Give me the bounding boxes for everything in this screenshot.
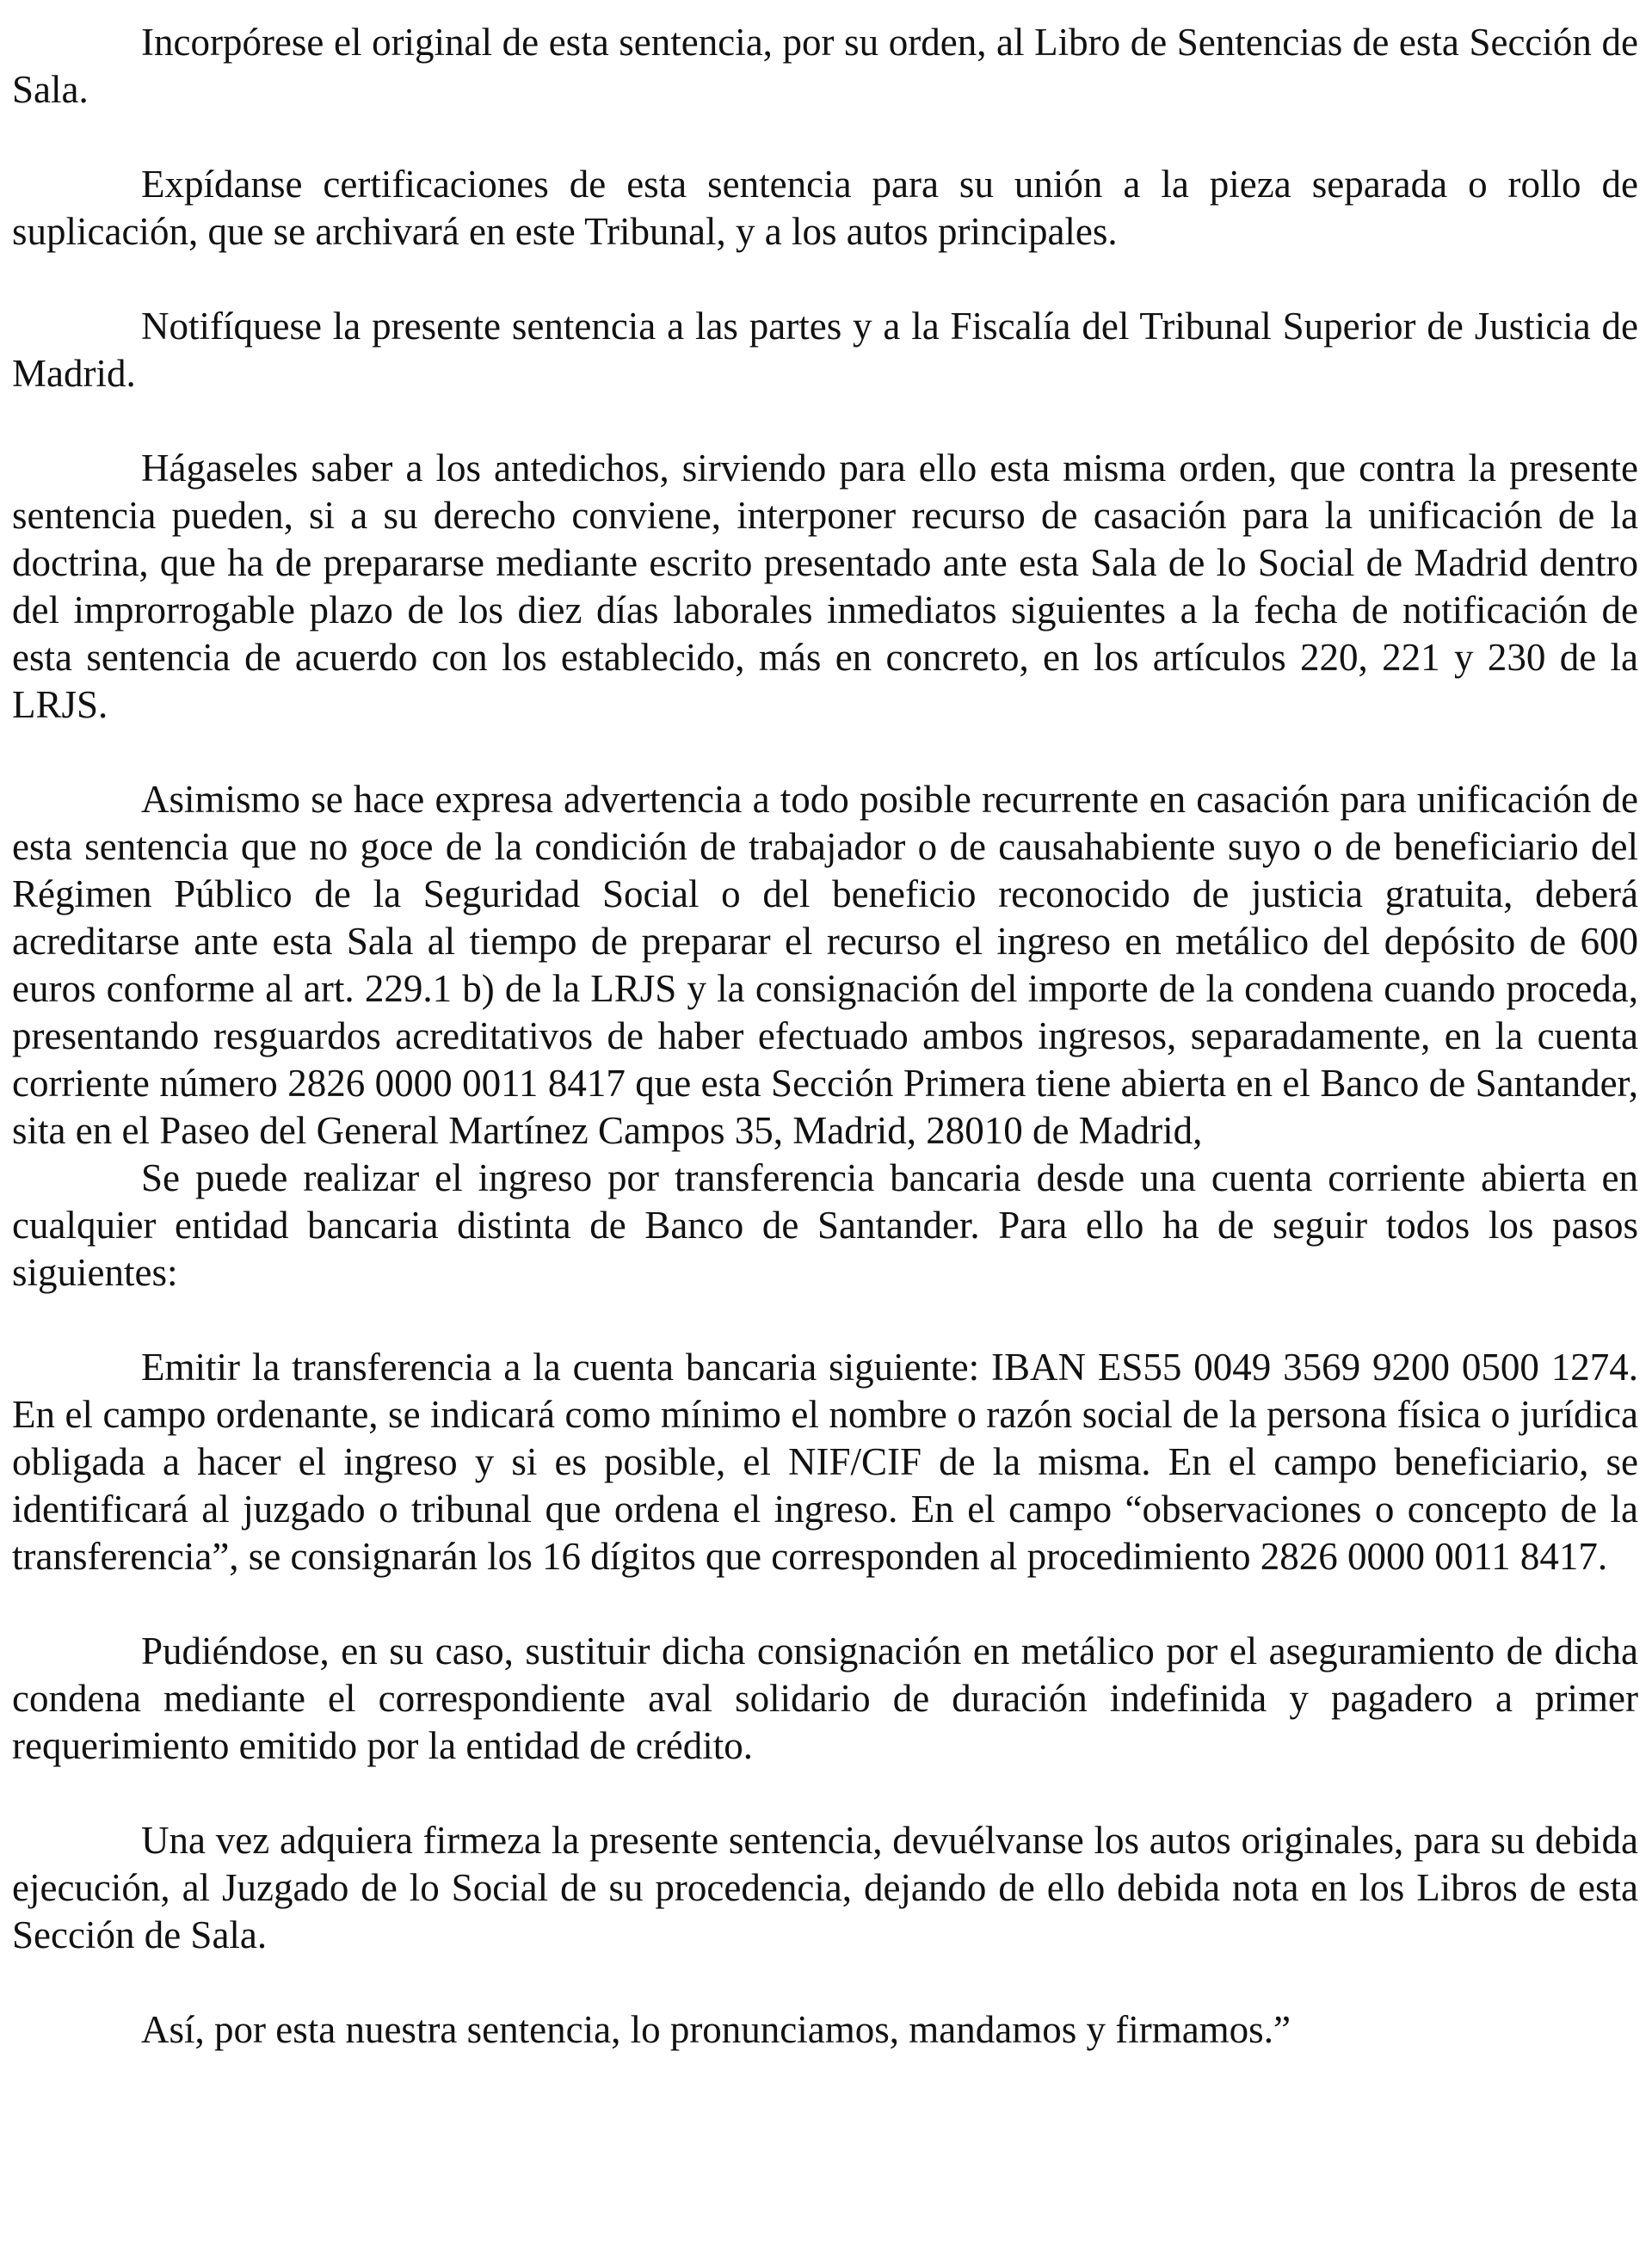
paragraph-advertencia-deposito: Asimismo se hace expresa advertencia a todo posible recurrente en casación para unificación de esta sentencia que no goce de la condición de trabajador o de causahabiente suyo o de beneficiario del Régimen Público de la Seguridad Social o del beneficio reconocido de justicia gratuita, deberá acreditarse ante esta Sala al tiempo de preparar el recurso el ingreso en metálico del depósito de 600 euros conforme al art. 229.1 b) de la LRJS y la consignación del importe de la condena cuando proceda, presentando resguardos acreditativos de haber efectuado ambos ingresos, separadamente, en la cuenta corriente número 2826 0000 0011 8417 que esta Sección Primera tiene abierta en el Banco de Santander, sita en el Paseo del General Martínez Campos 35, Madrid, 28010 de Madrid, <box>12 778 1638 1152</box>
paragraph-devolucion-autos: Una vez adquiera firmeza la presente sentencia, devuélvanse los autos originales, para su debida ejecución, al Juzgado de lo Social de su procedencia, dejando de ello debida nota en los Libros de esta Sección de Sala. <box>12 1819 1638 1956</box>
paragraph-incorporacion: Incorpórese el original de esta sentencia, por su orden, al Libro de Sentencias de esta Sección de Sala. <box>12 21 1638 111</box>
paragraph-notificacion: Notifíquese la presente sentencia a las partes y a la Fiscalía del Tribunal Superior de Justicia de Madrid. <box>12 305 1638 395</box>
paragraph-transferencia-bancaria: Se puede realizar el ingreso por transferencia bancaria desde una cuenta corriente abierta en cualquier entidad bancaria distinta de Banco de Santander. Para ello ha de seguir todos los pasos siguientes: <box>12 1156 1638 1294</box>
paragraph-recurso-casacion: Hágaseles saber a los antedichos, sirviendo para ello esta misma orden, que contra la presente sentencia pueden, si a su derecho conviene, interponer recurso de casación para la unificación de la doctrina, que ha de prepararse mediante escrito presentado ante esta Sala de lo Social de Madrid dentro del improrrogable plazo de los diez días laborales inmediatos siguientes a la fecha de notificación de esta sentencia de acuerdo con los establecido, más en concreto, en los artículos 220, 221 y 230 de la LRJS. <box>12 447 1638 726</box>
document-page <box>12 19 1638 2054</box>
paragraph-aval-solidario: Pudiéndose, en su caso, sustituir dicha consignación en metálico por el aseguramiento de dicha condena mediante el correspondiente aval solidario de duración indefinida y pagadero a primer requerimiento emitido por la entidad de crédito. <box>12 1630 1638 1767</box>
paragraph-certificaciones: Expídanse certificaciones de esta sentencia para su unión a la pieza separada o rollo de suplicación, que se archivará en este Tribunal, y a los autos principales. <box>12 163 1638 253</box>
paragraph-instrucciones-iban: Emitir la transferencia a la cuenta bancaria siguiente: IBAN ES55 0049 3569 9200 0500 1274. En el campo ordenante, se indicará como mínimo el nombre o razón social de la persona física o jurídica obligada a hacer el ingreso y si es posible, el NIF/CIF de la misma. En el campo beneficiario, se identificará al juzgado o tribunal que ordena el ingreso. En el campo “observaciones o concepto de la transferencia”, se consignarán los 16 dígitos que corresponden al procedimiento 2826 0000 0011 8417. <box>12 1346 1638 1578</box>
paragraph-fallo-final: Así, por esta nuestra sentencia, lo pronunciamos, mandamos y firmamos.” <box>141 2008 1291 2051</box>
